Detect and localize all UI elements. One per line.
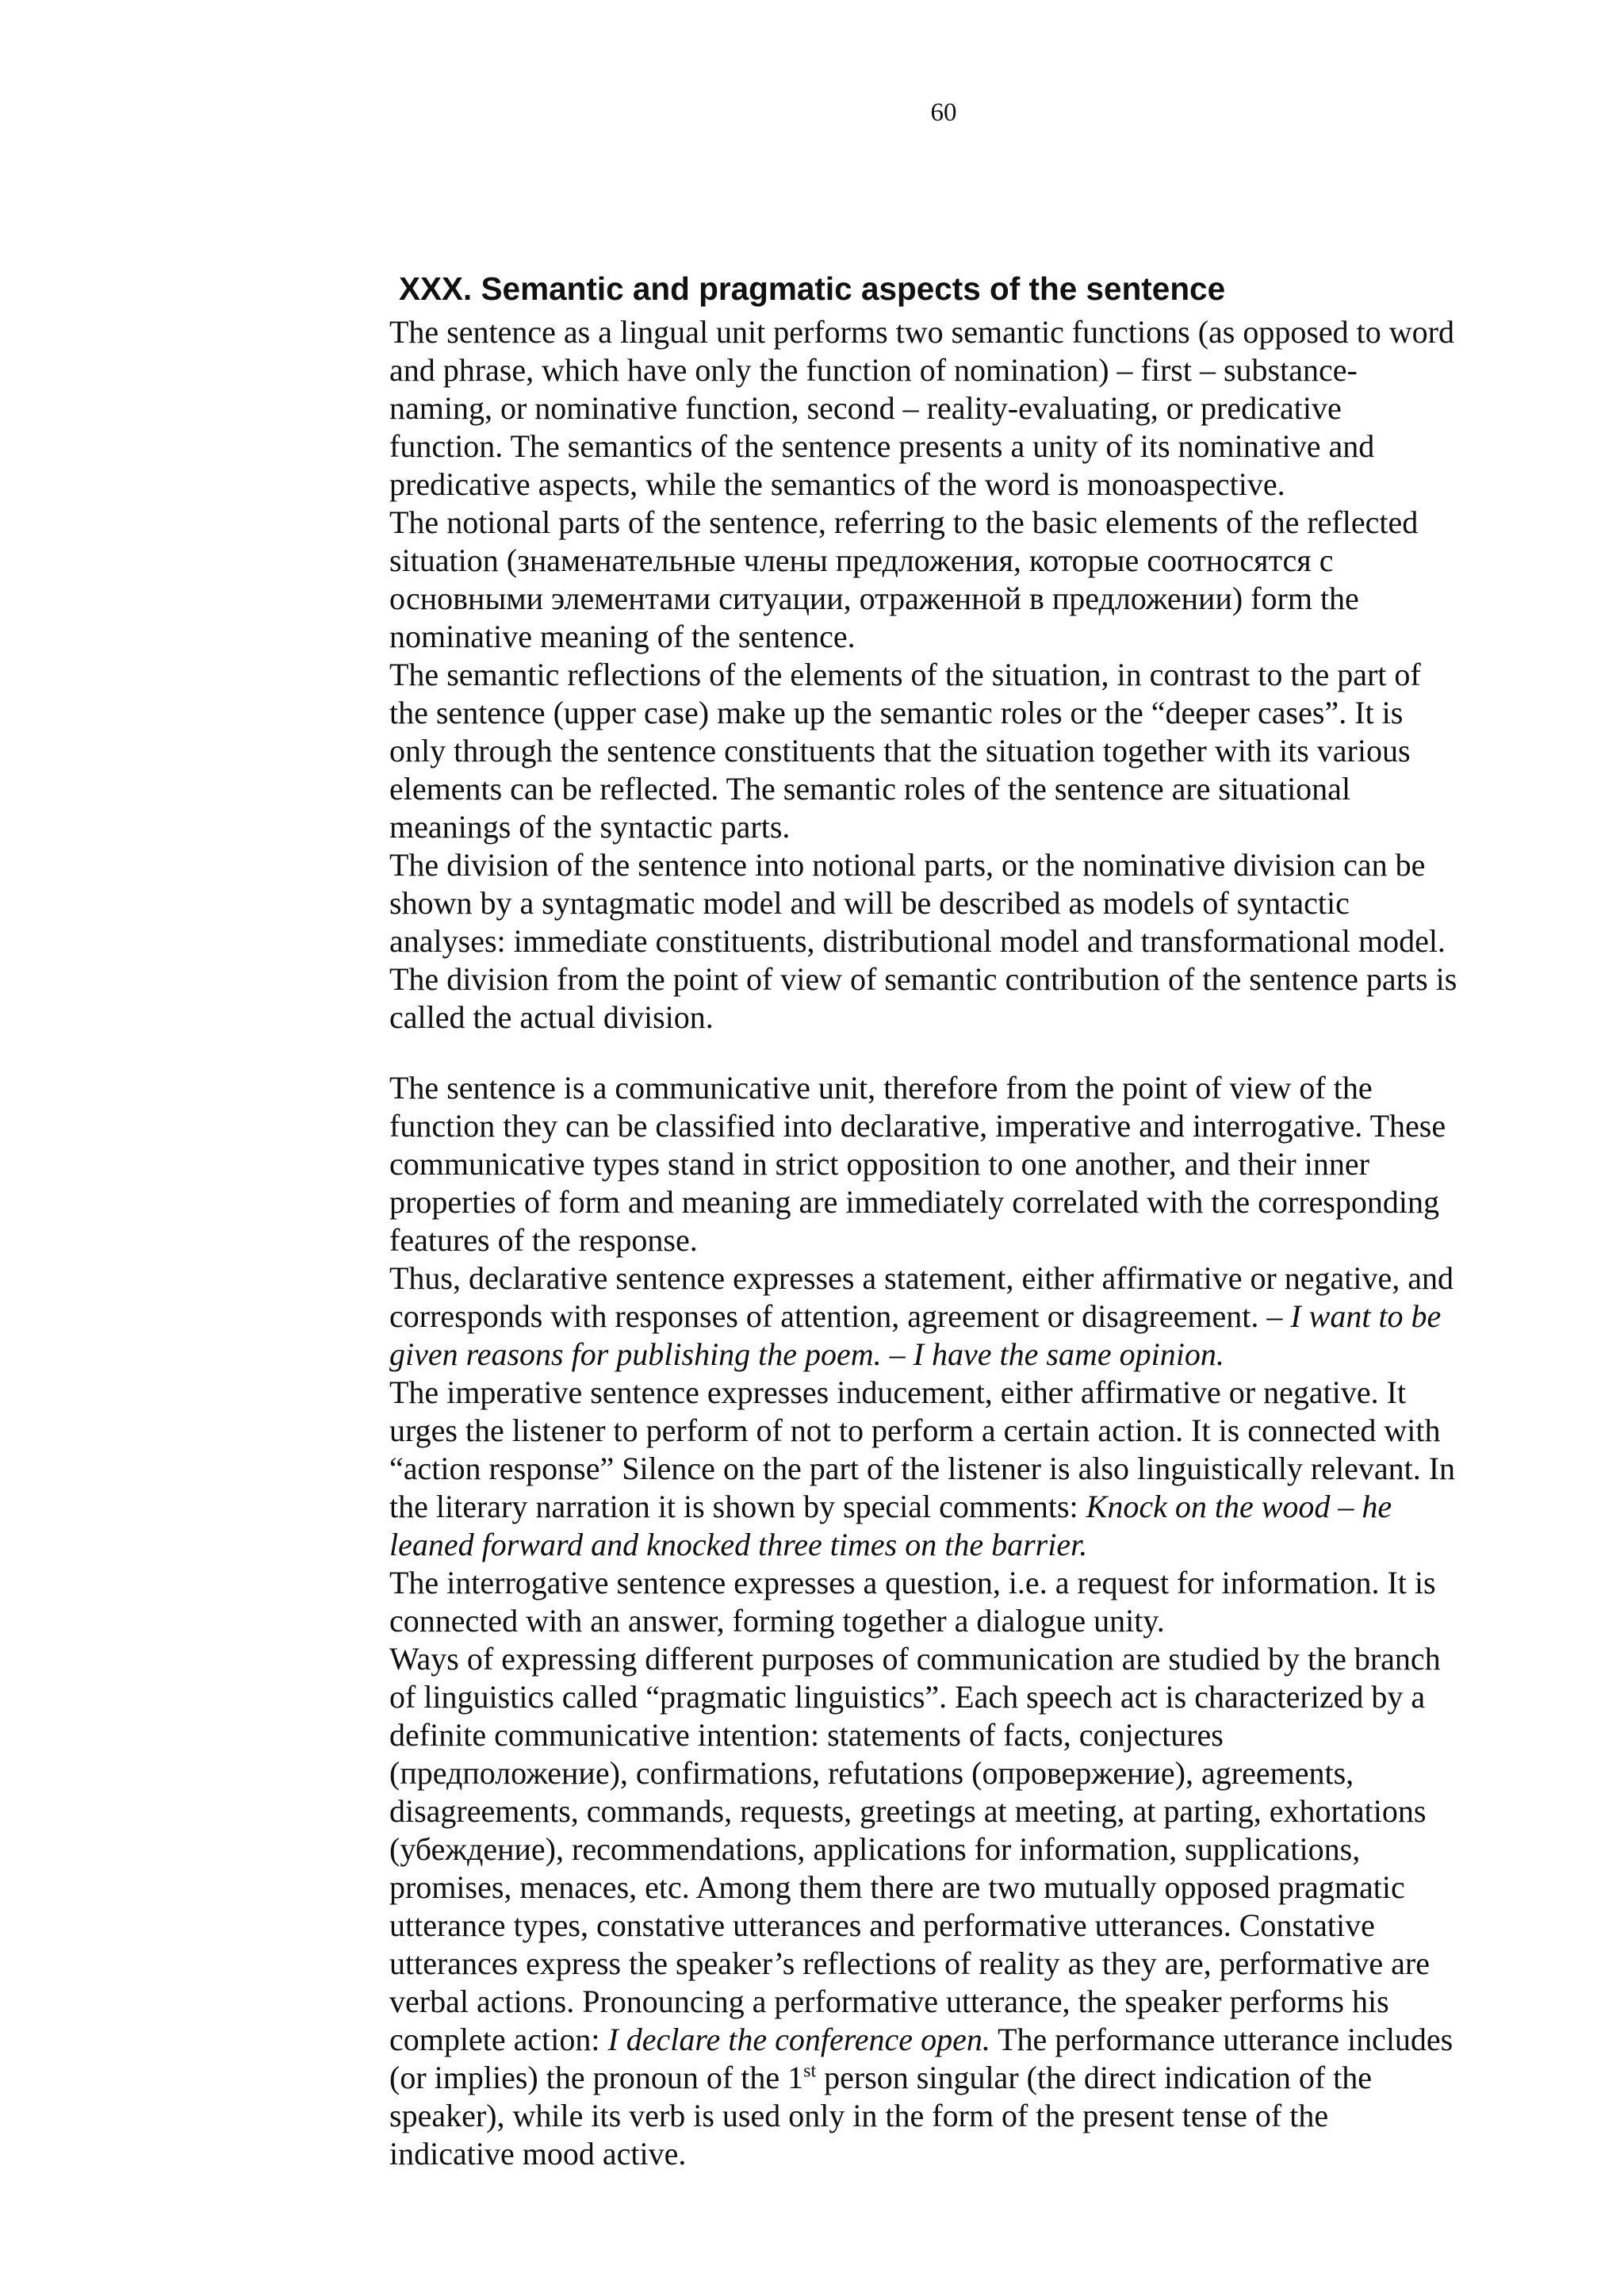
text-line [389, 1145, 1457, 1183]
text-line [389, 960, 1457, 999]
text-run: analyses: immediate constituents, distributional model and transformational model. [389, 923, 1446, 959]
text-line [389, 2135, 1457, 2173]
superscript: st [803, 2060, 817, 2082]
text-run: The interrogative sentence expresses a question, i.e. a request for information. It is [389, 1565, 1436, 1600]
text-line [389, 1869, 1457, 1907]
text-run: meanings of the syntactic parts. [389, 809, 791, 845]
text-run: the literary narration it is shown by special comments: [389, 1489, 1086, 1524]
text-line [389, 542, 1457, 580]
text-line [389, 1830, 1457, 1869]
italic-example: I declare the conference open. [607, 2022, 990, 2057]
text-line [389, 999, 1457, 1037]
text-run: (предположение), confirmations, refutations (опровержение), agreements, [389, 1755, 1354, 1791]
text-run: The division from the point of view of semantic contribution of the sentence parts is [389, 961, 1457, 997]
text-run: Thus, declarative sentence expresses a statement, either affirmative or negative, and [389, 1260, 1454, 1296]
paragraph [389, 1374, 1457, 1564]
text-line [389, 1678, 1457, 1716]
text-line [389, 313, 1457, 351]
section-heading: XXX. Semantic and pragmatic aspects of the sentence [399, 270, 1226, 307]
text-run: naming, or nominative function, second – reality-evaluating, or predicative [389, 390, 1342, 426]
text-run: only through the sentence constituents that the situation together with its various [389, 733, 1411, 769]
text-line [389, 770, 1457, 808]
text-line [389, 389, 1457, 427]
body-text [389, 313, 1457, 2173]
paragraph [389, 313, 1457, 504]
text-run: definite communicative intention: statements of facts, conjectures [389, 1717, 1224, 1753]
text-line [389, 694, 1457, 732]
text-line [389, 884, 1457, 922]
text-run: The sentence is a communicative unit, therefore from the point of view of the [389, 1070, 1373, 1106]
text-line [389, 504, 1457, 542]
text-line [389, 1983, 1457, 2021]
text-run: The semantic reflections of the elements of the situation, in contrast to the part of [389, 657, 1421, 692]
text-run: speaker), while its verb is used only in the form of the present tense of the [389, 2098, 1329, 2133]
paragraph-gap [389, 1037, 1457, 1069]
text-line [389, 427, 1457, 466]
text-line [389, 1336, 1457, 1374]
text-line [389, 2021, 1457, 2059]
text-line [389, 1221, 1457, 1259]
paragraph [389, 1564, 1457, 1640]
text-line [389, 1107, 1457, 1145]
text-run: (убеждение), recommendations, applications for information, supplications, [389, 1831, 1361, 1867]
text-run: основными элементами ситуации, отраженной в предложении) form the [389, 581, 1359, 616]
text-run: elements can be reflected. The semantic roles of the sentence are situational [389, 771, 1351, 807]
text-run: The imperative sentence expresses inducement, either affirmative or negative. It [389, 1374, 1407, 1410]
text-line [389, 1450, 1457, 1488]
text-line [389, 2059, 1457, 2097]
text-run: utterances express the speaker’s reflections of reality as they are, performative are [389, 1945, 1430, 1981]
text-line [389, 1069, 1457, 1107]
italic-example: I want to be [1290, 1298, 1442, 1334]
text-run: nominative meaning of the sentence. [389, 619, 856, 654]
text-line [389, 1945, 1457, 1983]
italic-example: given reasons for publishing the poem. – I have the same opinion. [389, 1336, 1224, 1372]
paragraph [389, 846, 1457, 1037]
text-run: complete action: [389, 2022, 608, 2057]
text-run: properties of form and meaning are immediately correlated with the corresponding [389, 1184, 1439, 1220]
text-run: verbal actions. Pronouncing a performative utterance, the speaker performs his [389, 1984, 1389, 2019]
text-run: Ways of expressing different purposes of communication are studied by the branch [389, 1641, 1441, 1677]
paragraph [389, 1069, 1457, 1259]
text-line [389, 1526, 1457, 1564]
text-line [389, 2097, 1457, 2135]
text-run: predicative aspects, while the semantics of the word is monoaspective. [389, 466, 1285, 502]
paragraph [389, 504, 1457, 656]
text-line [389, 1488, 1457, 1526]
text-line [389, 808, 1457, 846]
text-run: situation (знаменательные члены предложения, которые соотносятся с [389, 542, 1334, 578]
paragraph [389, 1259, 1457, 1374]
text-run: The division of the sentence into notional parts, or the nominative division can be [389, 847, 1426, 883]
text-line [389, 922, 1457, 960]
text-line [389, 1183, 1457, 1221]
text-line [389, 1792, 1457, 1830]
text-run: The performance utterance includes [990, 2022, 1454, 2057]
text-line [389, 618, 1457, 656]
text-run: (or implies) the pronoun of the 1 [389, 2060, 804, 2095]
text-run: function they can be classified into declarative, imperative and interrogative. These [389, 1108, 1446, 1144]
text-run: function. The semantics of the sentence presents a unity of its nominative and [389, 428, 1375, 464]
text-line [389, 351, 1457, 389]
text-run: disagreements, commands, requests, greetings at meeting, at parting, exhortations [389, 1793, 1427, 1829]
text-line [389, 1564, 1457, 1602]
text-run: urges the listener to perform of not to perform a certain action. It is connected with [389, 1412, 1441, 1448]
text-run: promises, menaces, etc. Among them there are two mutually opposed pragmatic [389, 1869, 1405, 1905]
text-run: “action response” Silence on the part of the listener is also linguistically relevant. In [389, 1451, 1456, 1486]
text-line [389, 1907, 1457, 1945]
text-run: the sentence (upper case) make up the semantic roles or the “deeper cases”. It is [389, 695, 1404, 730]
paragraph [389, 656, 1457, 846]
italic-example: leaned forward and knocked three times on the barrier. [389, 1527, 1088, 1562]
text-run: and phrase, which have only the function of nomination) – first – substance- [389, 352, 1358, 388]
page-number: 60 [930, 98, 957, 127]
text-line [389, 1754, 1457, 1792]
text-line [389, 1412, 1457, 1450]
text-line [389, 1602, 1457, 1640]
text-line [389, 1716, 1457, 1754]
text-line [389, 846, 1457, 884]
text-run: utterance types, constative utterances and performative utterances. Constative [389, 1907, 1375, 1943]
text-run: communicative types stand in strict opposition to one another, and their inner [389, 1146, 1369, 1182]
text-run: shown by a syntagmatic model and will be described as models of syntactic [389, 885, 1350, 921]
italic-example: Knock on the wood – he [1086, 1489, 1392, 1524]
paragraph [389, 1640, 1457, 2173]
text-run: called the actual division. [389, 999, 714, 1035]
text-line [389, 1297, 1457, 1336]
text-run: corresponds with responses of attention, agreement or disagreement. – [389, 1298, 1291, 1334]
text-run: features of the response. [389, 1222, 698, 1258]
text-line [389, 732, 1457, 770]
text-run: connected with an answer, forming together a dialogue unity. [389, 1603, 1165, 1639]
text-run: The notional parts of the sentence, referring to the basic elements of the reflected [389, 504, 1419, 540]
text-run: person singular (the direct indication of the [816, 2060, 1373, 2095]
text-run: of linguistics called “pragmatic linguistics”. Each speech act is characterized by a [389, 1679, 1426, 1715]
text-line [389, 1640, 1457, 1678]
text-line [389, 580, 1457, 618]
text-run: The sentence as a lingual unit performs two semantic functions (as opposed to word [389, 314, 1454, 350]
text-line [389, 1374, 1457, 1412]
text-line [389, 466, 1457, 504]
text-line [389, 656, 1457, 694]
text-line [389, 1259, 1457, 1297]
text-run: indicative mood active. [389, 2136, 687, 2171]
